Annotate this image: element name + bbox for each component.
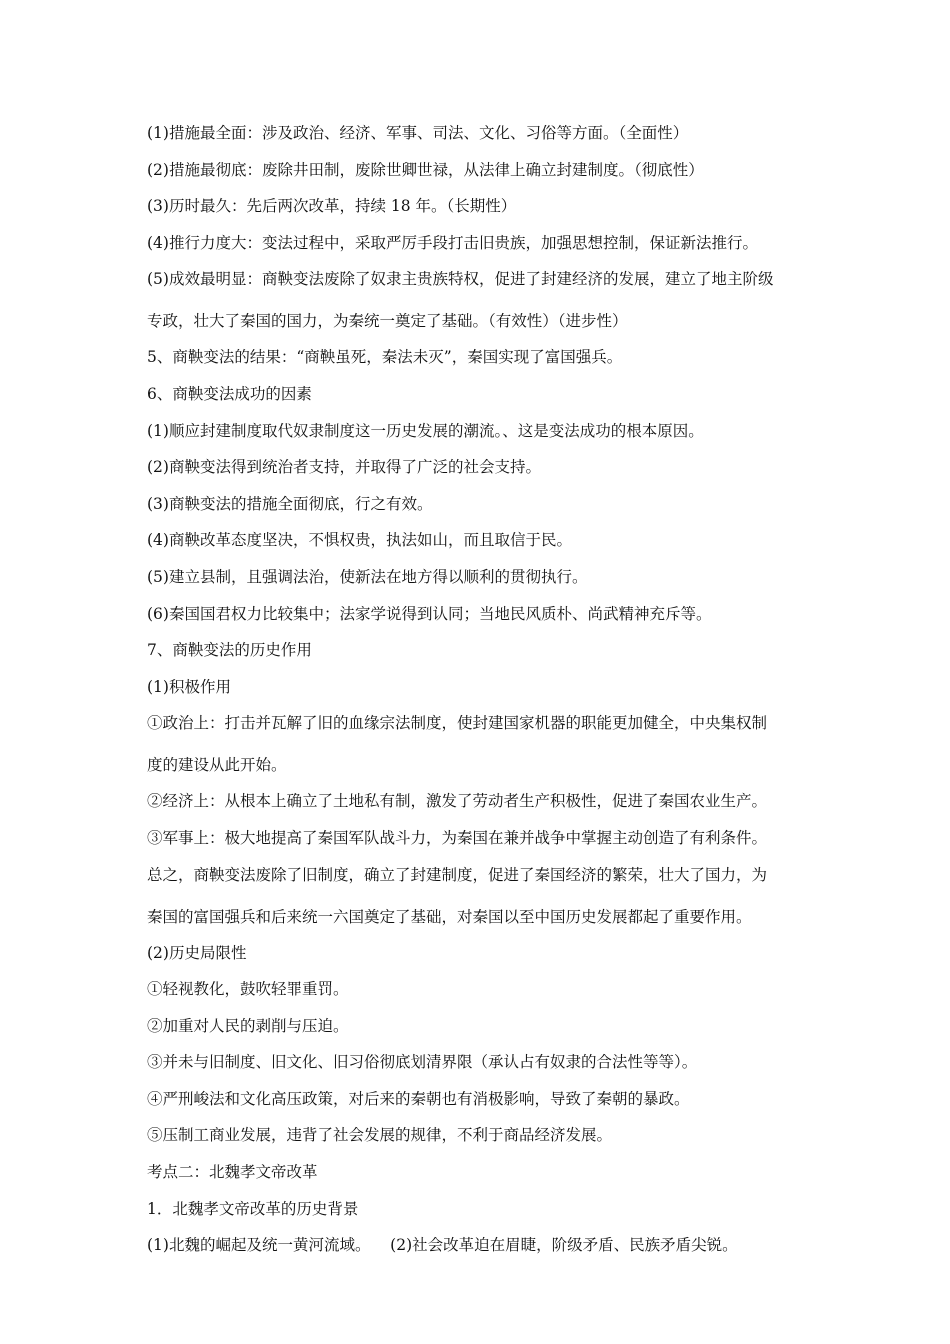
text-line: (1)北魏的崛起及统一黄河流域。 (2)社会改革迫在眉睫，阶级矛盾、民族矛盾尖锐。: [147, 1236, 738, 1255]
text-line: 专政，壮大了秦国的国力，为秦统一奠定了基础。（有效性）（进步性）: [147, 312, 628, 331]
document-body: [147, 118, 847, 1267]
text-line: ③军事上：极大地提高了秦国军队战斗力，为秦国在兼并战争中掌握主动创造了有利条件。: [147, 828, 768, 847]
text-line: (2)措施最彻底：废除井田制，废除世卿世禄，从法律上确立封建制度。（彻底性）: [147, 160, 704, 179]
text-line: ①政治上：打击并瓦解了旧的血缘宗法制度，使封建国家机器的职能更加健全，中央集权制: [147, 714, 768, 733]
text-line: ⑤压制工商业发展，违背了社会发展的规律，不利于商品经济发展。: [147, 1126, 613, 1145]
text-line: (2)历史局限性: [147, 943, 247, 962]
text-line: (4)推行力度大：变法过程中，采取严厉手段打击旧贵族，加强思想控制，保证新法推行。: [147, 233, 758, 252]
text-line: 总之，商鞅变法废除了旧制度，确立了封建制度，促进了秦国经济的繁荣，壮大了国力，为: [147, 865, 768, 884]
text-line: (5)建立县制，且强调法治，使新法在地方得以顺利的贯彻执行。: [147, 567, 588, 586]
text-line: ③并未与旧制度、旧文化、旧习俗彻底划清界限（承认占有奴隶的合法性等等）。: [147, 1053, 698, 1072]
text-line: (2)商鞅变法得到统治者支持，并取得了广泛的社会支持。: [147, 458, 541, 477]
text-line: 7、商鞅变法的历史作用: [147, 641, 312, 660]
text-line: (5)成效最明显：商鞅变法废除了奴隶主贵族特权，促进了封建经济的发展，建立了地主阶级: [147, 270, 774, 289]
text-line: (1)措施最全面：涉及政治、经济、军事、司法、文化、习俗等方面。（全面性）: [147, 124, 689, 142]
text-line: 考点二：北魏孝文帝改革: [147, 1163, 318, 1182]
text-line: ④严刑峻法和文化高压政策，对后来的秦朝也有消极影响，导致了秦朝的暴政。: [147, 1089, 690, 1108]
text-line: (6)秦国国君权力比较集中；法家学说得到认同；当地民风质朴、尚武精神充斥等。: [147, 604, 712, 623]
text-line: (3)历时最久：先后两次改革，持续 18 年。（长期性）: [147, 197, 517, 216]
text-line: 5、商鞅变法的结果：“商鞅虽死，秦法未灭”，秦国实现了富国强兵。: [147, 348, 623, 367]
text-line: (1)顺应封建制度取代奴隶制度这一历史发展的潮流。、这是变法成功的根本原因。: [147, 421, 704, 440]
text-line: 1．北魏孝文帝改革的历史背景: [147, 1199, 359, 1218]
text-line: ②经济上：从根本上确立了土地私有制，激发了劳动者生产积极性，促进了秦国农业生产。: [147, 792, 768, 811]
text-line: (3)商鞅变法的措施全面彻底，行之有效。: [147, 494, 433, 513]
text-line: 度的建设从此开始。: [147, 756, 287, 775]
text-line: 6、商鞅变法成功的因素: [147, 384, 312, 403]
text-line: ①轻视教化，鼓吹轻罪重罚。: [147, 980, 349, 999]
text-line: (4)商鞅改革态度坚决，不惧权贵，执法如山，而且取信于民。: [147, 531, 572, 550]
text-line: (1)积极作用: [147, 677, 231, 696]
text-line: 秦国的富国强兵和后来统一六国奠定了基础，对秦国以至中国历史发展都起了重要作用。: [147, 907, 752, 926]
text-line: ②加重对人民的剥削与压迫。: [147, 1016, 349, 1035]
